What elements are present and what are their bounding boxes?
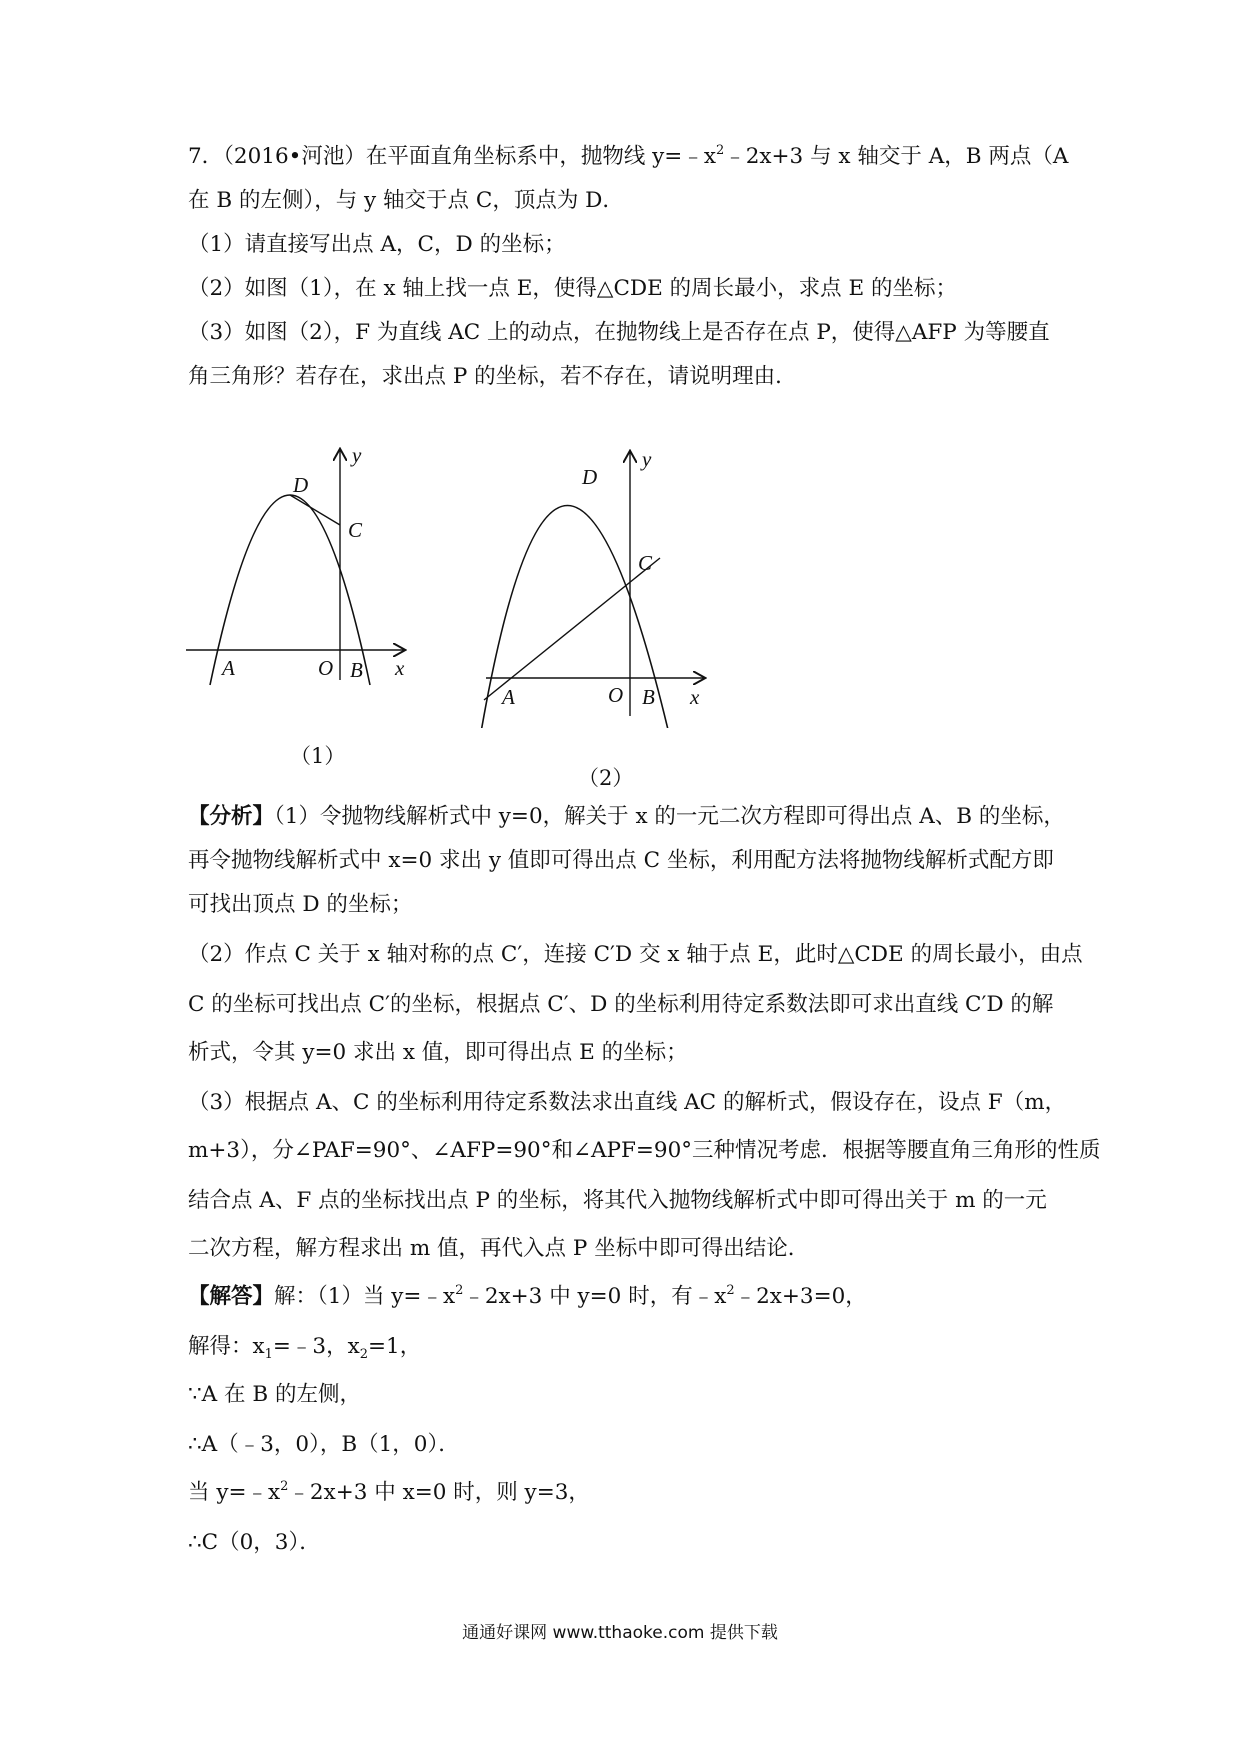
analysis-p3-line-4: 二次方程，解方程求出 m 值，再代入点 P 坐标中即可得出结论． — [188, 1236, 810, 1261]
segment-dc — [290, 495, 340, 525]
question-3-line-2: 角三角形？若存在，求出点 P 的坐标，若不存在，请说明理由． — [188, 364, 797, 389]
figure-2 — [470, 448, 720, 728]
label-x: x — [395, 656, 405, 680]
label-y: y — [642, 448, 652, 471]
line-ac — [484, 558, 660, 700]
label-c: C — [638, 551, 653, 575]
page-footer: 通通好课网 www.tthaoke.com 提供下载 — [462, 1623, 778, 1643]
analysis-p3-line-1: （3）根据点 A、C 的坐标利用待定系数法求出直线 AC 的解析式，假设存在，设点 F（m， — [188, 1090, 1067, 1115]
label-b: B — [642, 685, 655, 709]
label-b: B — [350, 658, 363, 682]
problem-line-2: 在 B 的左侧），与 y 轴交于点 C，顶点为 D． — [188, 188, 624, 213]
solution-line-5: 当 $y=﹣x^2﹣2x+3$ 中 x=0 时，则 y=3， — [188, 1479, 590, 1505]
label-o: O — [608, 683, 624, 707]
analysis-p3-line-2: m+3），分∠PAF=90°、∠AFP=90°和∠APF=90°三种情况考虑．根据等腰直角三角形的性质 — [188, 1138, 1101, 1163]
solution-line-2: 解得：$x_1=﹣3$，$x_2=1$， — [188, 1334, 422, 1362]
analysis-p2-line-2: C 的坐标可找出点 C′的坐标，根据点 C′、D 的坐标利用待定系数法即可求出直线 C′D 的解 — [188, 992, 1054, 1017]
figure-1 — [180, 440, 420, 700]
solution-heading: 【解答】 — [188, 1284, 275, 1309]
label-x: x — [690, 685, 700, 709]
solution-line-4: ∴A（﹣3，0），B（1，0）． — [188, 1432, 460, 1457]
label-c: C — [348, 518, 363, 542]
figure-2-caption: （2） — [578, 766, 634, 790]
solution-line-3: ∵A 在 B 的左侧， — [188, 1382, 362, 1407]
analysis-p2-line-1: （2）作点 C 关于 x 轴对称的点 C′，连接 C′D 交 x 轴于点 E，此时△CDE 的周长最小，由点 — [188, 942, 1083, 967]
question-3-line-1: （3）如图（2），F 为直线 AC 上的动点，在抛物线上是否存在点 P，使得△AFP 为等腰直 — [188, 320, 1050, 345]
analysis-p3-line-3: 结合点 A、F 点的坐标找出点 P 的坐标，将其代入抛物线解析式中即可得出关于 m 的一元 — [188, 1188, 1047, 1213]
question-1: （1）请直接写出点 A，C，D 的坐标； — [188, 232, 566, 257]
analysis-p1-line-1: 【分析】（1）令抛物线解析式中 y=0，解关于 x 的一元二次方程即可得出点 A、B 的坐标， — [188, 804, 1065, 829]
analysis-heading: 【分析】 — [188, 804, 275, 829]
label-a: A — [222, 656, 235, 680]
figure-1-caption: （1） — [290, 744, 346, 768]
label-y: y — [352, 443, 362, 467]
figure-1-graph — [180, 440, 420, 700]
label-d: D — [582, 465, 598, 489]
question-2: （2）如图（1），在 x 轴上找一点 E，使得△CDE 的周长最小，求点 E 的坐标； — [188, 276, 958, 301]
analysis-p1-line-2: 再令抛物线解析式中 x=0 求出 y 值即可得出点 C 坐标，利用配方法将抛物线解析式配方即 — [188, 848, 1054, 873]
label-a: A — [502, 685, 515, 709]
solution-line-6: ∴C（0，3）． — [188, 1530, 321, 1555]
label-o: O — [318, 656, 334, 680]
figure-2-graph — [470, 448, 720, 728]
problem-line-1: 7．（2016•河池）在平面直角坐标系中，抛物线 $y=﹣x^2﹣2x+3$ 与 x 轴交于 A，B 两点（A — [188, 143, 1069, 169]
label-d: D — [293, 473, 309, 497]
analysis-p1-line-3: 可找出顶点 D 的坐标； — [188, 892, 413, 917]
analysis-p2-line-3: 析式，令其 y=0 求出 x 值，即可得出点 E 的坐标； — [188, 1040, 688, 1065]
solution-line-1: 【解答】解：（1）当 $y=﹣x^2﹣2x+3$ 中 y=0 时，有$﹣x^2﹣2x+3=0$， — [188, 1283, 867, 1309]
